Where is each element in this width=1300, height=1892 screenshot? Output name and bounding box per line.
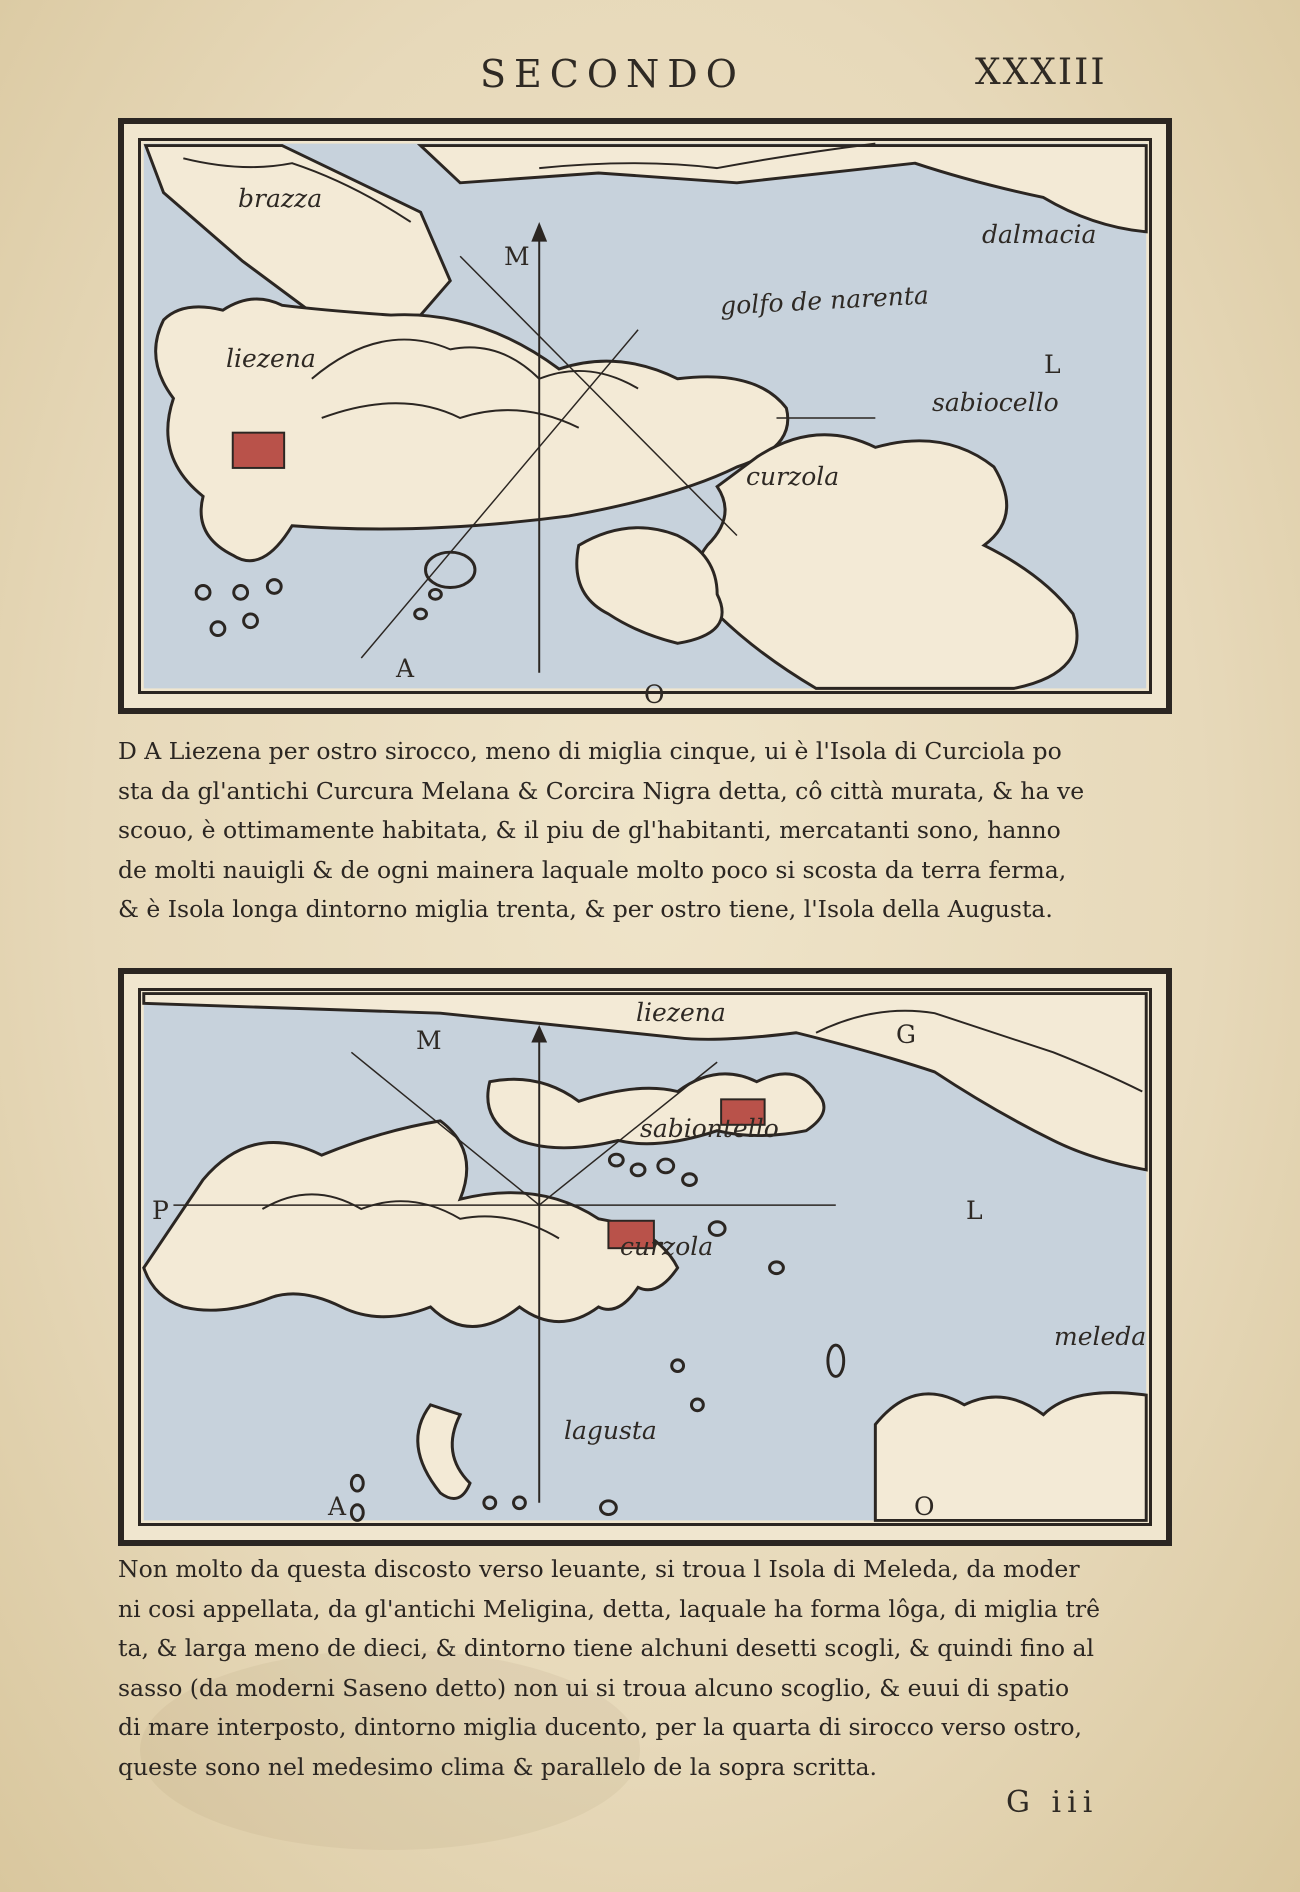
label-golfo: golfo de narenta [719,280,930,321]
compass-l-top: L [1044,350,1061,379]
map-bottom [118,968,1172,1546]
signature-mark: G iii [1006,1785,1099,1820]
compass-a-top: A [396,654,415,683]
paragraph-line: Non molto da questa discosto verso leuante, si troua l Isola di Meleda, da moder [118,1555,1080,1583]
paragraph-1 [118,732,1176,930]
paragraph-line: & è Isola longa dintorno miglia trenta, & per ostro tiene, l'Isola della Augusta. [118,895,1053,923]
compass-p-bottom: P [152,1196,169,1225]
label-lagusta: lagusta [564,1416,657,1445]
paragraph-2 [118,1550,1176,1787]
paragraph-line: scouo, è ottimamente habitata, & il piu de gl'habitanti, mercatanti sono, hanno [118,816,1061,844]
paragraph-line: D A Liezena per ostro sirocco, meno di miglia cinque, ui è l'Isola di Curciola po [118,737,1062,765]
paragraph-line: de molti nauigli & de ogni mainera laquale molto poco si scosta da terra ferma, [118,855,1067,884]
paragraph-line: sta da gl'antichi Curcura Melana & Corcira Nigra detta, cô città murata, & ha ve [118,776,1085,805]
compass-g-bottom: G [896,1020,916,1049]
label-dalmacia: dalmacia [982,220,1097,249]
paragraph-line: sasso (da moderni Saseno detto) non ui si troua alcuno scoglio, & euui di spatio [118,1673,1070,1702]
label-sabiontello: sabiontello [640,1114,779,1143]
label-brazza: brazza [238,184,323,213]
paragraph-line: queste sono nel medesimo clima & parallelo de la sopra scritta. [118,1752,878,1781]
folio-number: XXXIII [975,52,1107,93]
compass-m-top: M [504,242,530,271]
label-liezena: liezena [636,998,726,1027]
label-sabiocello: sabiocello [932,388,1059,417]
map-top [118,118,1172,714]
compass-m-bottom: M [416,1026,442,1055]
label-liezena: liezena [226,344,316,373]
paragraph-line: ta, & larga meno de dieci, & dintorno tiene alchuni desetti scogli, & quindi fino al [118,1634,1095,1662]
label-meleda: meleda [1054,1322,1147,1351]
running-head: SECONDO [480,52,745,96]
compass-l-bottom: L [966,1196,983,1225]
label-curzola: curzola [620,1232,714,1261]
paragraph-line: di mare interposto, dintorno miglia ducento, per la quarta di sirocco verso ostro, [118,1713,1083,1741]
paragraph-line: ni cosi appellata, da gl'antichi Meligina, detta, laquale ha forma lôga, di miglia trê [118,1594,1100,1623]
compass-a-bottom: A [328,1492,347,1521]
compass-o-top: O [644,680,665,709]
compass-o-bottom: O [914,1492,935,1521]
label-curzola: curzola [746,462,840,491]
